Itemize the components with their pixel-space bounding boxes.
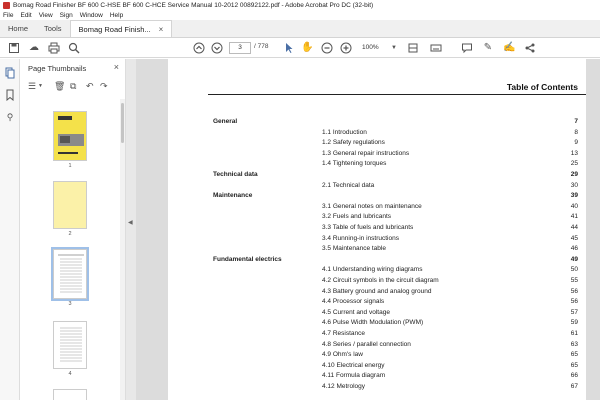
menu-edit[interactable]: Edit bbox=[20, 11, 32, 19]
highlight-pen-icon[interactable]: ✎ bbox=[483, 42, 493, 53]
toc-entry-label: 2.1 Technical data bbox=[322, 181, 375, 189]
panel-splitter[interactable] bbox=[126, 59, 136, 400]
next-page-icon[interactable] bbox=[211, 42, 223, 54]
page-thumbnails-panel bbox=[20, 59, 126, 400]
toc-entry-label: 3.4 Running-in instructions bbox=[322, 234, 399, 242]
undo-icon[interactable]: ↶ bbox=[86, 81, 94, 91]
toc-entry-page: 50 bbox=[570, 266, 578, 274]
toc-entry[interactable] bbox=[168, 372, 586, 382]
page-title: Table of Contents bbox=[506, 82, 578, 92]
zoom-level-select[interactable]: 100% bbox=[362, 44, 379, 51]
toc-entry-label: Technical data bbox=[213, 171, 258, 178]
navigation-rail bbox=[0, 59, 20, 400]
bookmark-icon[interactable] bbox=[4, 89, 16, 101]
toc-entry-page: 63 bbox=[570, 340, 578, 348]
zoom-in-icon[interactable] bbox=[340, 42, 352, 54]
toc-entry-label: 4.2 Circuit symbols in the circuit diagram bbox=[322, 277, 439, 284]
toc-entry[interactable] bbox=[168, 150, 586, 160]
toc-entry[interactable] bbox=[168, 266, 586, 276]
toc-entry-page: 8 bbox=[574, 128, 578, 136]
thumbnail-page-4[interactable]: 4 bbox=[53, 321, 87, 377]
toc-entry-label: 1.2 Safety regulations bbox=[322, 139, 385, 147]
toc-entry-page: 25 bbox=[570, 160, 578, 168]
toc-entry[interactable] bbox=[168, 362, 586, 372]
toc-entry[interactable] bbox=[168, 351, 586, 361]
chevron-down-icon[interactable]: ▼ bbox=[38, 83, 43, 89]
toc-entry-label: 4.8 Series / parallel connection bbox=[322, 340, 411, 348]
cloud-upload-icon[interactable]: ☁ bbox=[29, 42, 39, 53]
toc-entry[interactable] bbox=[168, 341, 586, 351]
toc-entry[interactable] bbox=[168, 213, 586, 223]
attachment-icon[interactable]: ⚲ bbox=[6, 112, 14, 122]
tab-home[interactable]: Home bbox=[8, 24, 29, 33]
tab-tools[interactable]: Tools bbox=[44, 24, 62, 33]
toc-entry-page: 61 bbox=[570, 330, 578, 337]
zoom-out-icon[interactable] bbox=[321, 42, 333, 54]
toc-entry-label: 4.1 Understanding wiring diagrams bbox=[322, 266, 423, 274]
toc-entry[interactable] bbox=[168, 160, 586, 170]
close-icon[interactable]: × bbox=[113, 62, 119, 72]
toc-entry-label: Fundamental electrics bbox=[213, 255, 282, 263]
toc-entry-page: 39 bbox=[570, 192, 578, 200]
toc-entry-page: 65 bbox=[570, 361, 578, 369]
toc-entry[interactable] bbox=[168, 192, 586, 202]
toc-entry-label: 1.1 Introduction bbox=[322, 128, 367, 136]
collapse-panel-icon[interactable]: ◀ bbox=[128, 220, 133, 226]
comment-icon[interactable] bbox=[461, 42, 473, 54]
toc-entry-label: 4.12 Metrology bbox=[322, 383, 365, 390]
menu-file[interactable]: File bbox=[3, 11, 14, 19]
toc-entry-page: 56 bbox=[570, 287, 578, 295]
options-menu-icon[interactable]: ☰ bbox=[28, 81, 37, 91]
toc-entry[interactable] bbox=[168, 203, 586, 213]
toc-entry-page: 45 bbox=[570, 234, 578, 242]
toc-entry-page: 57 bbox=[570, 308, 578, 316]
acrobat-app-icon bbox=[3, 2, 10, 9]
toc-entry-page: 59 bbox=[570, 319, 578, 327]
toc-entry-page: 29 bbox=[570, 171, 578, 178]
toc-entry-page: 65 bbox=[570, 351, 578, 359]
thumbnail-toolbar bbox=[26, 81, 122, 93]
previous-page-icon[interactable] bbox=[193, 42, 205, 54]
toc-entry-page: 66 bbox=[570, 372, 578, 380]
insert-page-icon[interactable]: ⧉ bbox=[70, 81, 77, 91]
toc-entry-label: 3.2 Fuels and lubricants bbox=[322, 213, 392, 221]
toc-entry[interactable] bbox=[168, 256, 586, 266]
toc-entry-label: 3.5 Maintenance table bbox=[322, 245, 386, 253]
toc-entry-page: 7 bbox=[574, 118, 578, 125]
toc-entry[interactable] bbox=[168, 288, 586, 298]
cover-image bbox=[54, 112, 88, 162]
hand-tool-icon[interactable]: ✋ bbox=[301, 42, 314, 53]
toc-entry[interactable] bbox=[168, 139, 586, 149]
toc-entry-page: 41 bbox=[570, 213, 578, 221]
document-view[interactable] bbox=[136, 59, 600, 400]
toc-entry-page: 9 bbox=[574, 139, 578, 147]
close-icon[interactable]: × bbox=[158, 24, 164, 34]
save-icon[interactable] bbox=[8, 42, 20, 54]
toc-entry-page: 49 bbox=[570, 255, 578, 263]
toc-entry-label: 4.6 Pulse Width Modulation (PWM) bbox=[322, 319, 424, 327]
page-number-input[interactable]: 3 bbox=[229, 42, 251, 54]
thumbnail-page-5[interactable] bbox=[53, 389, 87, 400]
toc-page-preview bbox=[54, 322, 88, 370]
tab-document[interactable]: Bomag Road Finish... × bbox=[70, 20, 173, 37]
toc-entry-label: 4.7 Resistance bbox=[322, 330, 365, 337]
keyboard-icon[interactable] bbox=[430, 42, 442, 54]
window-title: Bomag Road Finisher BF 600 C-HSE BF 600 C-HCE Service Manual 10-2012 00892122.pdf - Adobe Acrobat Pro DC (32-bit) bbox=[13, 1, 374, 9]
toc-entry[interactable] bbox=[168, 298, 586, 308]
fit-page-icon[interactable] bbox=[407, 42, 419, 54]
title-divider bbox=[208, 94, 586, 95]
toc-entry-label: 3.3 Table of fuels and lubricants bbox=[322, 224, 414, 231]
toc-entry[interactable] bbox=[168, 182, 586, 192]
toc-entry-label: 1.4 Tightening torques bbox=[322, 160, 387, 168]
toc-entry-page: 46 bbox=[570, 245, 578, 253]
menu-sign[interactable]: Sign bbox=[59, 11, 73, 19]
print-icon[interactable] bbox=[48, 42, 60, 54]
toc-entry-page: 30 bbox=[570, 181, 578, 189]
toc-entry[interactable] bbox=[168, 330, 586, 340]
delete-icon[interactable]: 🗑 bbox=[54, 81, 66, 91]
toc-entry-label: 4.4 Processor signals bbox=[322, 298, 385, 306]
toc-entry-label: General bbox=[213, 118, 238, 125]
select-cursor-icon[interactable] bbox=[283, 42, 295, 54]
toc-entry[interactable] bbox=[168, 245, 586, 255]
toc-entry-label: 4.11 Formula diagram bbox=[322, 372, 386, 380]
panel-title: Page Thumbnails bbox=[28, 64, 87, 73]
toc-entry-label: 1.3 General repair instructions bbox=[322, 149, 410, 157]
window-titlebar bbox=[0, 0, 600, 10]
menu-view[interactable]: View bbox=[38, 11, 53, 19]
thumbnail-page-1[interactable]: 1 bbox=[53, 111, 87, 169]
toc-entry-label: Maintenance bbox=[213, 192, 253, 200]
thumbnail-scrollbar[interactable] bbox=[120, 99, 125, 400]
toc-entry[interactable] bbox=[168, 319, 586, 329]
page-total: / 778 bbox=[254, 43, 269, 50]
toc-entry[interactable] bbox=[168, 171, 586, 181]
menu-bar bbox=[0, 10, 600, 20]
tab-bar bbox=[0, 20, 600, 38]
sign-icon[interactable]: ✍ bbox=[503, 42, 516, 53]
toc-entry-page: 13 bbox=[570, 149, 578, 157]
toc-entry[interactable] bbox=[168, 277, 586, 287]
share-icon[interactable] bbox=[524, 42, 536, 54]
toc-entry-label: 4.3 Battery ground and analog ground bbox=[322, 287, 432, 295]
toc-entry[interactable] bbox=[168, 118, 586, 128]
toc-entry-label: 4.5 Current and voltage bbox=[322, 308, 390, 316]
toc-entry-label: 3.1 General notes on maintenance bbox=[322, 202, 422, 210]
thumbnail-page-2[interactable]: 2 bbox=[53, 181, 87, 237]
toc-entry-label: 4.9 Ohm's law bbox=[322, 351, 363, 359]
toc-entry-label: 4.10 Electrical energy bbox=[322, 361, 385, 369]
toc-entry[interactable] bbox=[168, 235, 586, 245]
chevron-down-icon[interactable]: ▼ bbox=[391, 45, 397, 51]
toc-page-preview bbox=[54, 250, 88, 300]
toc-entry-page: 55 bbox=[570, 277, 578, 284]
main-toolbar bbox=[0, 38, 600, 58]
toc-entry-page: 44 bbox=[570, 224, 578, 231]
toc-entry-page: 56 bbox=[570, 298, 578, 306]
page-thumbnails-icon[interactable] bbox=[4, 67, 16, 79]
toc-entry[interactable] bbox=[168, 224, 586, 234]
redo-icon[interactable]: ↷ bbox=[100, 81, 108, 91]
toc-entry[interactable] bbox=[168, 129, 586, 139]
scrollbar-thumb[interactable] bbox=[121, 103, 124, 143]
toc-entry-page: 67 bbox=[570, 383, 578, 390]
search-icon[interactable] bbox=[68, 42, 80, 54]
thumbnail-page-3[interactable]: 3 bbox=[53, 249, 87, 307]
menu-window[interactable]: Window bbox=[79, 11, 103, 19]
menu-help[interactable]: Help bbox=[109, 11, 124, 19]
toc-entry[interactable] bbox=[168, 383, 586, 393]
document-page bbox=[168, 59, 586, 400]
toc-entry-page: 40 bbox=[570, 202, 578, 210]
toc-entry[interactable] bbox=[168, 309, 586, 319]
